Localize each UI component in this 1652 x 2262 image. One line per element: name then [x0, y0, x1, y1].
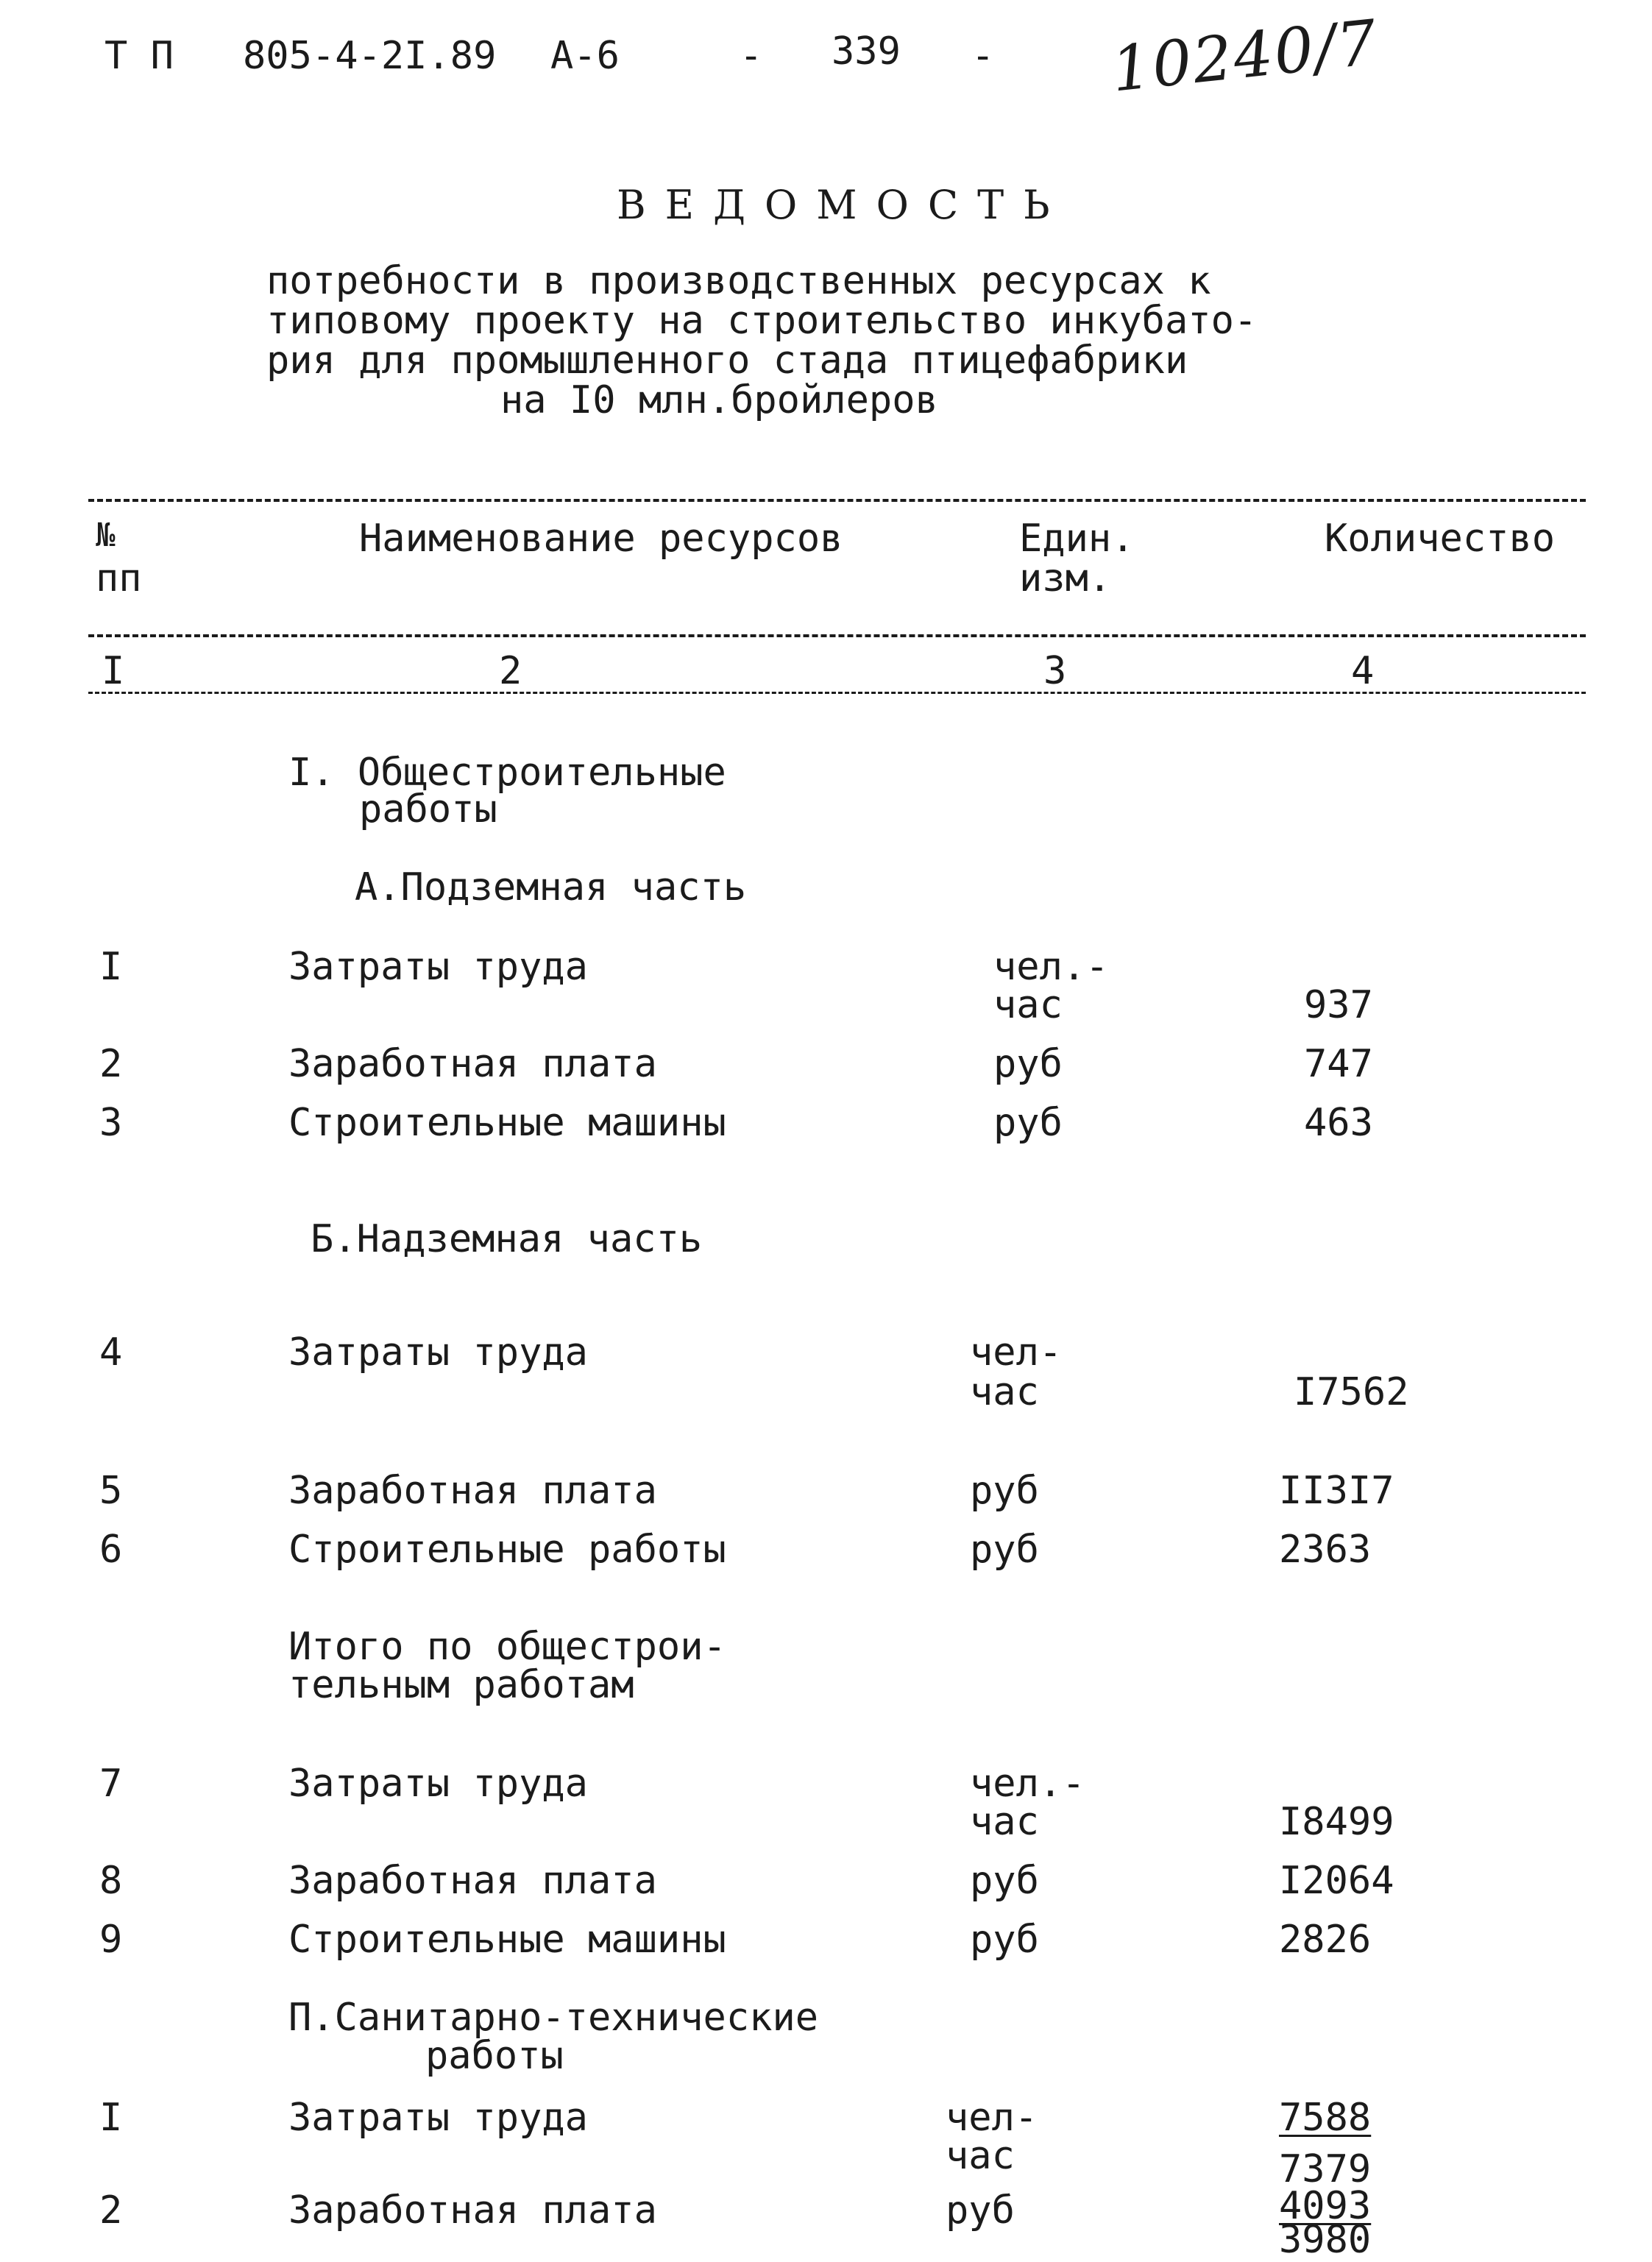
row-9-name: Строительные машины — [288, 1918, 726, 1962]
row-1-qty: 937 — [1304, 983, 1373, 1027]
row-6-num: 6 — [99, 1528, 123, 1572]
row-1-unit: чел.- — [993, 945, 1109, 989]
section-2-title-line-1: П.Санитарно-технические — [288, 1996, 819, 2040]
col-number-2: 2 — [499, 649, 522, 693]
row-9-qty: 2826 — [1279, 1918, 1372, 1962]
doc-series: Т П — [104, 34, 174, 78]
row-8-unit: руб — [970, 1859, 1039, 1903]
col-unit-header: Един. — [1019, 517, 1135, 561]
col-unit-subheader: изм. — [1019, 556, 1112, 600]
col-num-subheader: пп — [96, 556, 142, 600]
col-number-1: I — [102, 649, 125, 693]
row-7-unit-cont: час — [970, 1800, 1039, 1844]
header-top-rule — [88, 499, 1586, 502]
row-4-name: Затраты труда — [288, 1330, 588, 1375]
row-2-num: 2 — [99, 1042, 123, 1086]
subtitle-line-3: рия для промышленного стада птицефабрики — [266, 338, 1188, 383]
row-6-unit: руб — [970, 1528, 1039, 1572]
row-2-qty: 747 — [1304, 1042, 1373, 1086]
row-3-qty: 463 — [1304, 1101, 1373, 1145]
row-7-qty: I8499 — [1279, 1800, 1394, 1844]
row-8-qty: I2064 — [1279, 1859, 1394, 1903]
row-2-name: Заработная плата — [288, 1042, 657, 1086]
row-10-unit-cont: час — [946, 2134, 1015, 2178]
row-8-num: 8 — [99, 1859, 123, 1903]
col-num-header: № — [96, 517, 116, 554]
subtitle-line-1: потребности в производственных ресурсах к — [266, 259, 1211, 303]
section-1-total-line-2: тельным работам — [288, 1663, 634, 1707]
section-1-title-line-2: работы — [359, 787, 497, 832]
row-7-unit: чел.- — [970, 1762, 1085, 1806]
doc-album: А-6 — [550, 34, 620, 78]
doc-code: 805-4-2I.89 — [243, 34, 497, 78]
page-number: 339 — [832, 29, 901, 74]
subtitle-line-2: типовому проекту на строительство инкубато- — [266, 299, 1258, 343]
subtitle-line-4: на I0 млн.бройлеров — [500, 378, 938, 422]
col-qty-header: Количество — [1325, 517, 1556, 561]
row-3-name: Строительные машины — [288, 1101, 726, 1145]
col-name-header: Наименование ресурсов — [359, 517, 843, 561]
col-number-4: 4 — [1351, 649, 1375, 693]
row-5-qty: II3I7 — [1279, 1469, 1394, 1513]
row-9-num: 9 — [99, 1918, 123, 1962]
page-title: ВЕДОМОСТЬ — [617, 182, 1069, 228]
row-7-name: Затраты труда — [288, 1762, 588, 1806]
row-10-name: Затраты труда — [288, 2096, 588, 2140]
row-3-num: 3 — [99, 1101, 123, 1145]
archive-number-handwritten: 10240/7 — [1107, 6, 1382, 106]
row-1-unit-cont: час — [993, 983, 1063, 1027]
row-3-unit: руб — [993, 1101, 1063, 1145]
row-7-num: 7 — [99, 1762, 123, 1806]
row-10-qty-corrected: 7379 — [1279, 2147, 1372, 2191]
row-4-unit: чел- — [970, 1330, 1063, 1375]
row-4-num: 4 — [99, 1330, 123, 1375]
row-11-num: 2 — [99, 2188, 123, 2233]
row-8-name: Заработная плата — [288, 1859, 657, 1903]
row-10-unit: чел- — [946, 2096, 1038, 2140]
section-1a-title: А.Подземная часть — [355, 865, 747, 910]
row-4-qty: I7562 — [1294, 1370, 1409, 1414]
row-11-name: Заработная плата — [288, 2188, 657, 2233]
row-1-num: I — [99, 945, 123, 989]
row-9-unit: руб — [970, 1918, 1039, 1962]
row-4-unit-cont: час — [970, 1370, 1039, 1414]
page-dash-right: - — [971, 34, 995, 78]
row-5-unit: руб — [970, 1469, 1039, 1513]
col-number-3: 3 — [1043, 649, 1067, 693]
row-10-num: I — [99, 2096, 123, 2140]
row-5-name: Заработная плата — [288, 1469, 657, 1513]
header-mid-rule — [88, 634, 1586, 637]
section-1-title-line-1: I. Общестроительные — [288, 751, 726, 795]
row-6-qty: 2363 — [1279, 1528, 1372, 1572]
row-11-qty: 4093 — [1279, 2184, 1372, 2228]
row-2-unit: руб — [993, 1042, 1063, 1086]
row-10-qty: 7588 — [1279, 2096, 1372, 2140]
page-dash-left: - — [740, 34, 763, 78]
section-1-total-line-1: Итого по общестрои- — [288, 1625, 726, 1669]
section-1b-title: Б.Надземная часть — [311, 1217, 703, 1261]
row-5-num: 5 — [99, 1469, 123, 1513]
section-2-title-line-2: работы — [425, 2034, 564, 2078]
row-6-name: Строительные работы — [288, 1528, 726, 1572]
header-bottom-rule — [88, 692, 1586, 694]
row-11-qty-corrected: 3980 — [1279, 2218, 1372, 2262]
row-1-name: Затраты труда — [288, 945, 588, 989]
row-11-unit: руб — [946, 2188, 1015, 2233]
